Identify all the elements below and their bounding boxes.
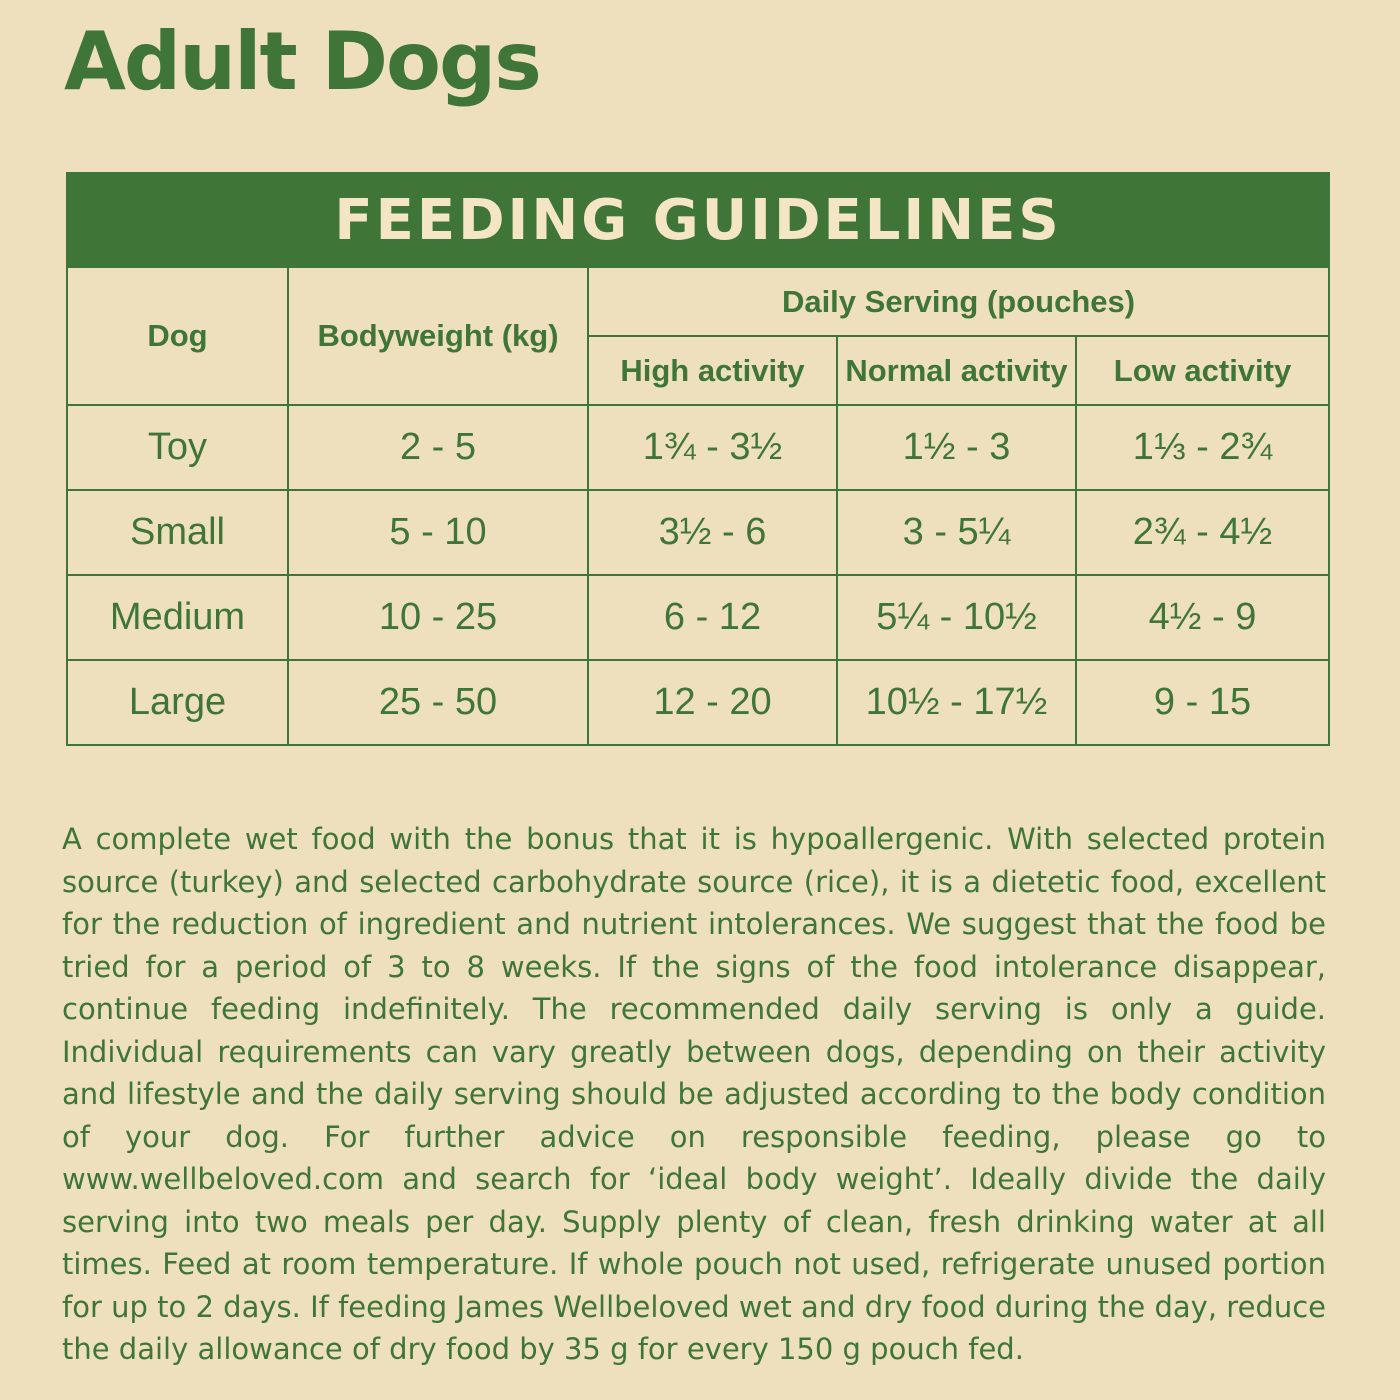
header-daily-serving: Daily Serving (pouches) bbox=[588, 267, 1329, 336]
cell-high-activity: 3½ - 6 bbox=[588, 490, 837, 575]
cell-normal-activity: 1½ - 3 bbox=[837, 405, 1076, 490]
cell-high-activity: 12 - 20 bbox=[588, 660, 837, 745]
table-row bbox=[67, 490, 1329, 575]
cell-high-activity: 1¾ - 3½ bbox=[588, 405, 837, 490]
header-low-activity: Low activity bbox=[1076, 336, 1329, 405]
feeding-guidelines-table bbox=[66, 172, 1330, 746]
cell-normal-activity: 3 - 5¼ bbox=[837, 490, 1076, 575]
cell-normal-activity: 5¼ - 10½ bbox=[837, 575, 1076, 660]
cell-dog: Medium bbox=[67, 575, 288, 660]
header-bodyweight: Bodyweight (kg) bbox=[288, 267, 588, 405]
header-dog: Dog bbox=[67, 267, 288, 405]
table-row bbox=[67, 575, 1329, 660]
cell-normal-activity: 10½ - 17½ bbox=[837, 660, 1076, 745]
cell-low-activity: 2¾ - 4½ bbox=[1076, 490, 1329, 575]
cell-dog: Toy bbox=[67, 405, 288, 490]
cell-low-activity: 9 - 15 bbox=[1076, 660, 1329, 745]
cell-high-activity: 6 - 12 bbox=[588, 575, 837, 660]
table-banner-row bbox=[67, 173, 1329, 267]
table-banner: FEEDING GUIDELINES bbox=[67, 173, 1329, 267]
cell-dog: Large bbox=[67, 660, 288, 745]
header-normal-activity: Normal activity bbox=[837, 336, 1076, 405]
product-description: A complete wet food with the bonus that it is hypoallergenic. With selected protein source (turkey) and selected carbohydrate source (rice), it is a dietetic food, excellent for the reduction of ingredient and nutrient intolerances. We suggest that the food be tried for a period of 3 to 8 weeks. If the signs of the food intolerance disappear, continue feeding indefinitely. The recommended daily serving is only a guide. Individual requirements can vary greatly between dogs, depending on their activity and lifestyle and the daily serving should be adjusted according to the body condition of your dog. For further advice on responsible feeding, please go to www.wellbeloved.com and search for ‘ideal body weight’. Ideally divide the daily serving into two meals per day. Supply plenty of clean, fresh drinking water at all times. Feed at room temperature. If whole pouch not used, refrigerate unused portion for up to 2 days. If feeding James Wellbeloved wet and dry food during the day, reduce the daily allowance of dry food by 35 g for every 150 g pouch fed. bbox=[62, 822, 1326, 1366]
cell-low-activity: 1⅓ - 2¾ bbox=[1076, 405, 1329, 490]
cell-bodyweight: 2 - 5 bbox=[288, 405, 588, 490]
cell-dog: Small bbox=[67, 490, 288, 575]
header-high-activity: High activity bbox=[588, 336, 837, 405]
cell-bodyweight: 25 - 50 bbox=[288, 660, 588, 745]
cell-bodyweight: 5 - 10 bbox=[288, 490, 588, 575]
cell-low-activity: 4½ - 9 bbox=[1076, 575, 1329, 660]
table-header-row bbox=[67, 267, 1329, 336]
page-title: Adult Dogs bbox=[64, 15, 540, 108]
table-row bbox=[67, 660, 1329, 745]
cell-bodyweight: 10 - 25 bbox=[288, 575, 588, 660]
table-row bbox=[67, 405, 1329, 490]
